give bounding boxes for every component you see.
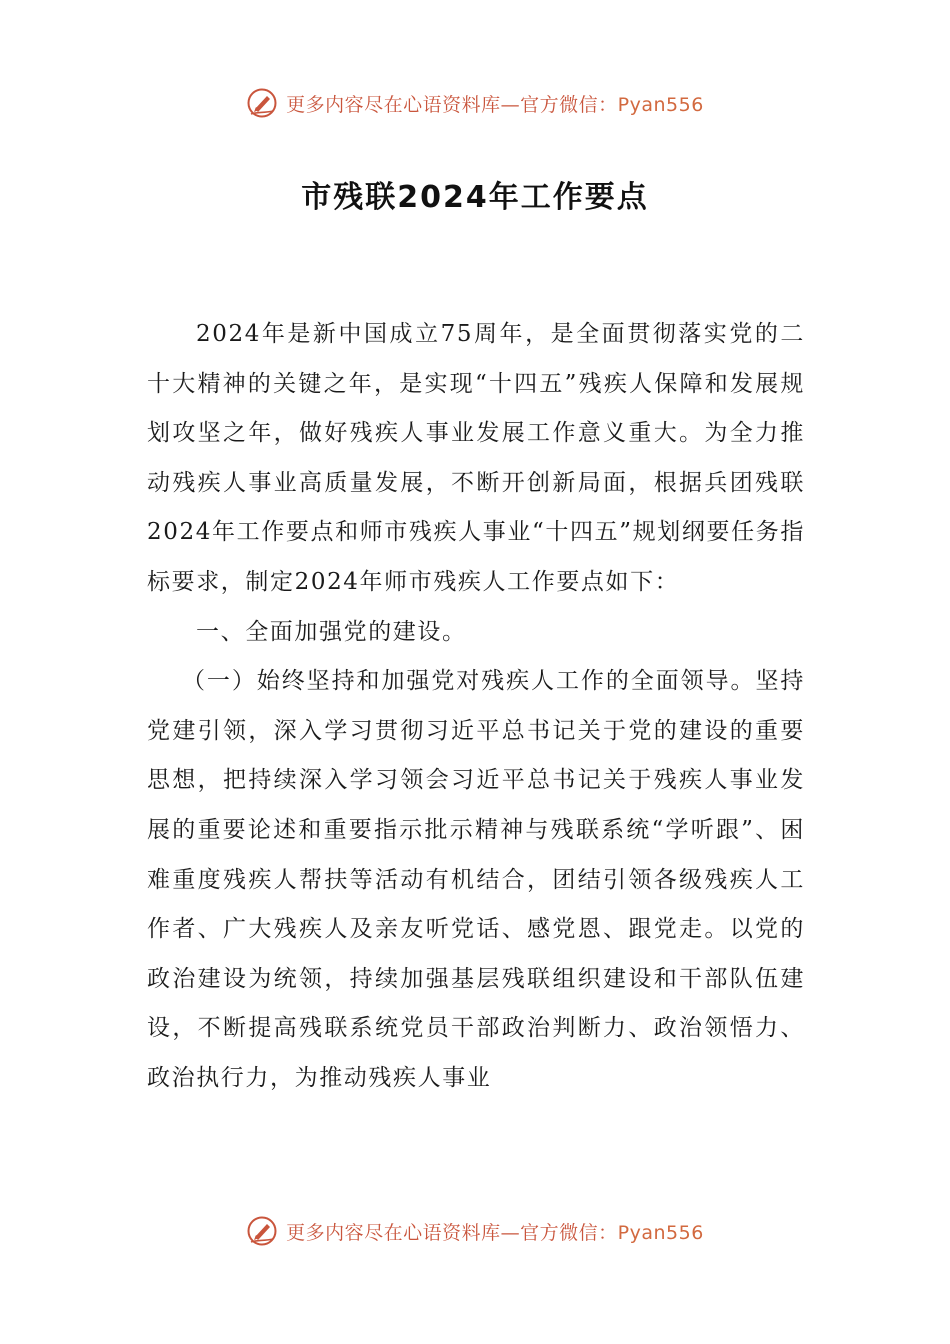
watermark-wechat-id: Pyan556 (617, 93, 704, 116)
section-1-paragraph (147, 657, 805, 1103)
subsection-body-1: 坚持党建引领，深入学习贯彻习近平总书记关于党的建设的重要思想，把持续深入学习领会习近平总书记关于残疾人事业发展的重要论述和重要指示批示精神与残联系统“学听跟”、困难重度残疾人帮扶等活动有机结合，团结引领各级残疾人工作者、广大残疾人及亲友听党话、感党恩、跟党走。以党的政治建设为统领，持续加强基层残联组织建设和干部队伍建设，不断提高残联系统党员干部政治判断力、政治领悟力、政治执行力，为推动残疾人事业 (147, 668, 805, 1091)
watermark-wechat-id: Pyan556 (617, 1221, 704, 1244)
watermark-text: 更多内容尽在心语资料库—官方微信：Pyan556 (286, 1221, 704, 1244)
footer-watermark (0, 1211, 950, 1251)
subsection-heading-1: （一）始终坚持和加强党对残疾人工作的全面领导。 (182, 668, 756, 695)
section-heading-1: 一、全面加强党的建设。 (196, 618, 467, 645)
watermark-text: 更多内容尽在心语资料库—官方微信：Pyan556 (286, 93, 704, 116)
pen-logo-icon (246, 1215, 278, 1247)
pen-logo-icon (246, 87, 278, 119)
header-watermark (0, 83, 950, 123)
intro-paragraph: 2024年是新中国成立75周年，是全面贯彻落实党的二十大精神的关键之年，是实现“十四五”残疾人保障和发展规划攻坚之年，做好残疾人事业发展工作意义重大。为全力推动残疾人事业高质量发展，不断开创新局面，根据兵团残联2024年工作要点和师市残疾人事业“十四五”规划纲要任务指标要求，制定2024年师市残疾人工作要点如下： (147, 321, 805, 595)
document-title: 市残联2024年工作要点 (301, 180, 649, 215)
document-body (147, 310, 805, 1104)
